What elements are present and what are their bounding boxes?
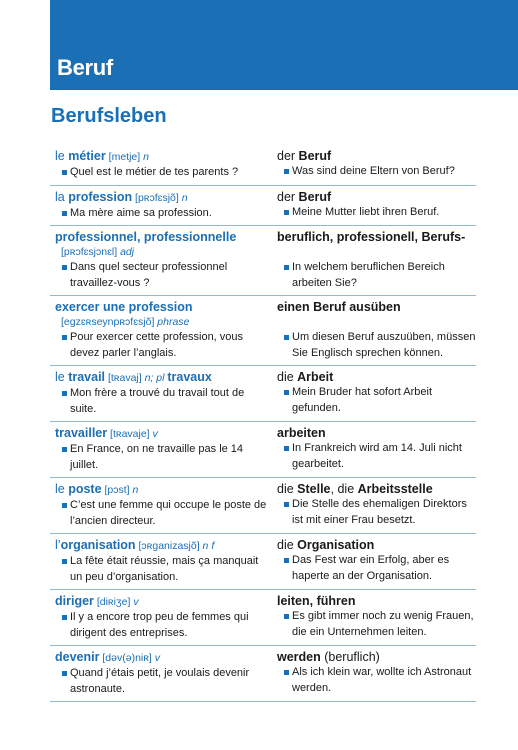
vocab-row <box>50 186 476 227</box>
french-phonetic-line <box>55 245 273 260</box>
german-example-text: Das Fest war ein Erfolg, aber es haperte an der Organisation. <box>292 554 450 582</box>
german-spacer <box>277 245 476 260</box>
german-example <box>277 553 476 584</box>
bullet-square-icon <box>284 210 289 215</box>
french-grammar: v <box>151 652 161 664</box>
section-title: Berufsleben <box>51 105 167 127</box>
french-example <box>55 610 273 641</box>
french-headword: organisation <box>60 538 136 552</box>
german-example <box>277 385 476 416</box>
bullet-square-icon <box>62 615 67 620</box>
french-example <box>55 498 273 529</box>
french-headword: devenir <box>55 650 100 664</box>
french-phonetic: [metje] <box>105 151 141 163</box>
german-example-text: Was sind deine Eltern von Beruf? <box>292 165 455 177</box>
french-entry <box>50 189 277 222</box>
german-headword: Beruf <box>298 149 332 163</box>
german-headword: leiten, führen <box>277 594 356 608</box>
german-headword: arbeiten <box>277 426 326 440</box>
french-headword-line <box>55 229 273 245</box>
bullet-square-icon <box>62 671 67 676</box>
french-phonetic-line <box>55 315 273 330</box>
german-example <box>277 260 476 291</box>
bullet-square-icon <box>284 670 289 675</box>
german-article: die <box>277 370 298 384</box>
bullet-square-icon <box>62 503 67 508</box>
french-example <box>55 386 273 417</box>
german-headword: werden <box>277 650 321 664</box>
french-headword: professionnel, professionnelle <box>55 230 237 244</box>
vocab-row <box>50 145 476 186</box>
german-example-text: Um diesen Beruf auszuüben, müssen Sie Englisch sprechen können. <box>292 331 476 359</box>
french-article: la <box>55 189 69 204</box>
bullet-square-icon <box>62 211 67 216</box>
german-entry <box>277 481 476 529</box>
french-example-text: Mon frère a trouvé du travail tout de suite. <box>70 387 245 415</box>
french-example <box>55 260 273 291</box>
german-article: der <box>277 149 299 163</box>
german-article: der <box>277 189 299 204</box>
french-phonetic: [pʀɔfɛsjɔnɛl] <box>61 246 118 258</box>
bullet-square-icon <box>284 502 289 507</box>
french-phonetic: [dəv(ə)niʀ] <box>99 652 152 664</box>
bullet-square-icon <box>284 614 289 619</box>
german-headword: Organisation <box>297 538 375 552</box>
german-article: die <box>277 538 298 552</box>
german-article: die <box>277 482 298 496</box>
german-headword: einen Beruf ausüben <box>277 300 401 314</box>
german-entry <box>277 649 476 697</box>
german-headword-rest: (beruflich) <box>320 650 380 664</box>
german-example <box>277 441 476 472</box>
french-headword-line <box>55 593 273 610</box>
french-grammar: n f <box>199 540 215 552</box>
german-headword-line <box>277 229 476 245</box>
header-banner <box>50 0 518 90</box>
german-entry <box>277 299 476 361</box>
vocabulary-table <box>50 145 476 702</box>
french-headword: exercer une profession <box>55 300 193 314</box>
german-example <box>277 665 476 696</box>
french-entry <box>50 425 277 473</box>
german-headword: Arbeit <box>297 370 334 384</box>
french-plural: travaux <box>167 370 212 384</box>
french-example <box>55 330 273 361</box>
french-headword-line <box>55 649 273 666</box>
french-example <box>55 165 273 181</box>
bullet-square-icon <box>62 170 67 175</box>
french-headword-line <box>55 299 273 315</box>
german-example-text: Die Stelle des ehemaligen Direktors ist mit einer Frau besetzt. <box>292 498 467 526</box>
french-entry <box>50 481 277 529</box>
french-entry <box>50 229 277 291</box>
bullet-square-icon <box>284 558 289 563</box>
vocab-row <box>50 534 476 590</box>
french-grammar: adj <box>117 246 135 258</box>
french-phonetic: [tʀavaj] <box>105 372 142 384</box>
german-example <box>277 205 476 221</box>
german-headword: Stelle <box>297 482 331 496</box>
german-example-text: Es gibt immer noch zu wenig Frauen, die ein Unternehmen leiten. <box>292 610 474 638</box>
french-entry <box>50 299 277 361</box>
french-phonetic: [ɔʀganizasjõ] <box>135 540 200 552</box>
vocab-row <box>50 590 476 646</box>
vocab-row <box>50 646 476 702</box>
german-headword-line <box>277 649 476 665</box>
german-headword-line <box>277 189 476 205</box>
vocab-row <box>50 226 476 296</box>
french-example <box>55 442 273 473</box>
german-headword: beruflich, professionell, Berufs- <box>277 230 466 244</box>
bullet-square-icon <box>62 559 67 564</box>
french-example-text: La fête était réussie, mais ça manquait un peu d’organisation. <box>70 555 259 583</box>
french-example-text: Pour exercer cette profession, vous devez parler l’anglais. <box>70 331 244 359</box>
french-headword-line <box>55 481 273 498</box>
vocab-row <box>50 422 476 478</box>
bullet-square-icon <box>284 335 289 340</box>
german-entry <box>277 148 476 181</box>
german-entry <box>277 369 476 417</box>
german-example <box>277 497 476 528</box>
french-entry <box>50 369 277 417</box>
german-example <box>277 164 476 180</box>
french-phonetic: [tʀavaje] <box>107 428 150 440</box>
german-example-text: Mein Bruder hat sofort Arbeit gefunden. <box>292 386 433 414</box>
french-example-text: Ma mère aime sa profession. <box>70 206 212 219</box>
french-example <box>55 666 273 697</box>
french-headword-line <box>55 148 273 165</box>
french-article: le <box>55 370 69 384</box>
french-headword-line <box>55 369 273 386</box>
german-headword-line <box>277 425 476 441</box>
french-example <box>55 206 273 222</box>
french-grammar: n <box>129 484 139 496</box>
bullet-square-icon <box>284 446 289 451</box>
french-grammar: n; pl <box>141 372 168 384</box>
german-spacer <box>277 315 476 330</box>
french-phonetic: [diʀiʒe] <box>93 596 131 608</box>
french-headword: métier <box>68 149 106 163</box>
page-title: Beruf <box>57 55 113 80</box>
french-headword: travailler <box>55 426 108 440</box>
french-example-text: Quel est le métier de tes parents ? <box>70 166 239 178</box>
german-headword-line <box>277 369 476 385</box>
german-headword: Beruf <box>298 189 332 204</box>
bullet-square-icon <box>62 447 67 452</box>
german-example <box>277 609 476 640</box>
german-example <box>277 330 476 361</box>
french-article: le <box>55 482 69 496</box>
bullet-square-icon <box>62 335 67 340</box>
german-headword-alt: Arbeitsstelle <box>357 482 433 496</box>
french-article: le <box>55 149 69 163</box>
french-entry <box>50 537 277 585</box>
german-headword-line <box>277 148 476 164</box>
vocab-row <box>50 296 476 366</box>
french-headword-line <box>55 537 273 554</box>
french-example-text: Quand j’étais petit, je voulais devenir astronaute. <box>70 667 250 695</box>
french-article: l’ <box>55 538 61 552</box>
french-grammar: n <box>140 151 149 163</box>
french-entry <box>50 649 277 697</box>
french-headword-line <box>55 425 273 442</box>
german-entry <box>277 593 476 641</box>
french-grammar: phrase <box>154 316 190 328</box>
vocab-row <box>50 478 476 534</box>
german-example-text: Als ich klein war, wollte ich Astronaut werden. <box>292 666 472 694</box>
german-example-text: In Frankreich wird am 14. Juli nicht gearbeitet. <box>292 442 462 470</box>
bullet-square-icon <box>284 390 289 395</box>
french-example-text: Dans quel secteur professionnel travaillez-vous ? <box>70 261 228 289</box>
french-example-text: En France, on ne travaille pas le 14 juillet. <box>70 443 244 471</box>
french-example-text: Il y a encore trop peu de femmes qui dirigent des entreprises. <box>70 611 249 639</box>
french-entry <box>50 593 277 641</box>
french-phonetic: [pʀɔfɛsjõ] <box>132 191 179 204</box>
french-headword: travail <box>68 370 106 384</box>
french-headword: diriger <box>55 594 94 608</box>
german-entry <box>277 229 476 291</box>
french-example-text: C’est une femme qui occupe le poste de l’ancien directeur. <box>70 499 267 527</box>
german-example-text: Meine Mutter liebt ihren Beruf. <box>292 205 440 218</box>
german-entry <box>277 537 476 585</box>
french-grammar: v <box>149 428 158 440</box>
french-entry <box>50 148 277 181</box>
bullet-square-icon <box>284 169 289 174</box>
german-entry <box>277 425 476 473</box>
german-entry <box>277 189 476 222</box>
french-phonetic: [egzɛʀseynpʀɔfɛsjõ] <box>61 316 155 328</box>
french-grammar: n <box>178 191 188 204</box>
bullet-square-icon <box>284 265 289 270</box>
french-example <box>55 554 273 585</box>
french-headword-line <box>55 189 273 206</box>
french-phonetic: [pɔst] <box>101 484 130 496</box>
german-headword-line <box>277 299 476 315</box>
bullet-square-icon <box>62 265 67 270</box>
vocab-row <box>50 366 476 422</box>
german-example-text: In welchem beruflichen Bereich arbeiten Sie? <box>292 261 445 289</box>
bullet-square-icon <box>62 391 67 396</box>
french-headword: poste <box>68 482 102 496</box>
french-grammar: v <box>130 596 139 608</box>
french-headword: profession <box>68 189 133 204</box>
german-headword-line <box>277 481 476 497</box>
german-headword-line <box>277 537 476 553</box>
german-headword-line <box>277 593 476 609</box>
german-headword-rest: , die <box>330 482 358 496</box>
